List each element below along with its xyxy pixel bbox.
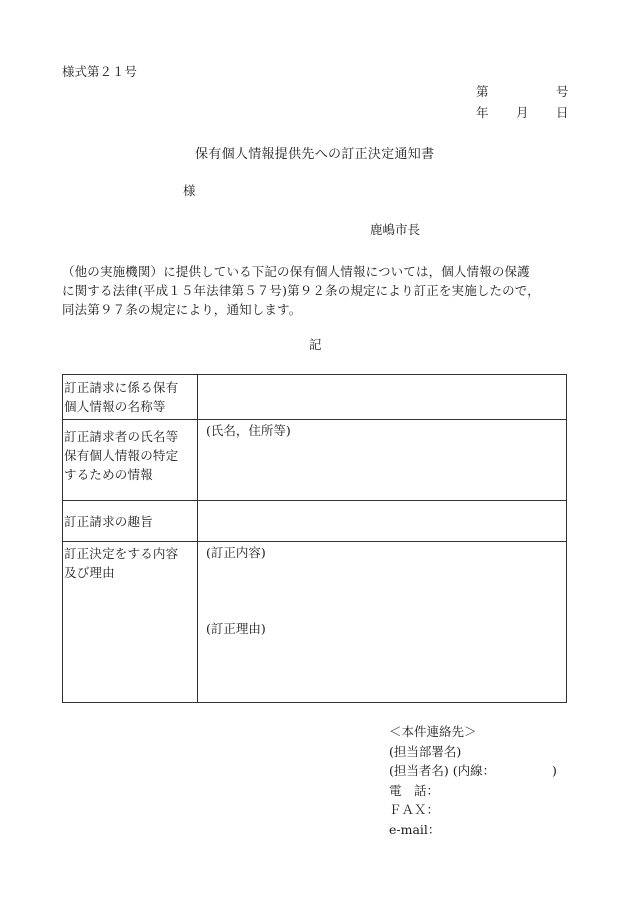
document-title: 保有個人情報提供先への訂正決定通知書 <box>195 147 435 162</box>
number-suffix: 号 <box>556 84 569 99</box>
contact-person-close: ) <box>552 763 557 778</box>
date-day: 日 <box>556 105 569 120</box>
body-line: 同法第９７条の規定により，通知します。 <box>62 302 302 317</box>
body-text <box>62 262 577 319</box>
contact-block <box>389 722 569 839</box>
detail-table <box>62 374 567 703</box>
table-row <box>63 501 567 542</box>
document-number-line <box>476 86 568 100</box>
form-number: 様式第２１号 <box>62 64 138 79</box>
date-line <box>476 107 568 121</box>
contact-person-line <box>389 761 569 781</box>
contact-email: e-mail： <box>389 821 441 837</box>
table-row <box>63 375 567 420</box>
row-value-purpose <box>198 501 567 542</box>
contact-phone: 電 話： <box>389 782 440 798</box>
date-month: 月 <box>516 105 529 120</box>
contact-person: (担当者名) (内線： <box>389 763 496 778</box>
decision-content-note: (訂正内容) <box>206 545 266 560</box>
requester-note: (氏名，住所等) <box>206 423 291 438</box>
row-label-decision: 訂正決定をする内容 及び理由 <box>63 542 198 703</box>
row-value-target-info <box>198 375 567 420</box>
addressee-suffix: 様 <box>183 183 196 198</box>
row-value-requester <box>198 420 567 501</box>
contact-fax: ＦＡＸ： <box>389 802 440 817</box>
row-label-requester: 訂正請求者の氏名等 保有個人情報の特定 するための情報 <box>63 420 198 501</box>
contact-heading: ＜本件連絡先＞ <box>389 724 477 739</box>
sender-name: 鹿嶋市長 <box>370 222 421 237</box>
date-year: 年 <box>476 105 489 120</box>
ki-heading: 記 <box>309 337 322 352</box>
body-line: （他の実施機関）に提供している下記の保有個人情報については，個人情報の保護 <box>62 264 530 279</box>
number-prefix: 第 <box>476 84 489 99</box>
table-row <box>63 420 567 501</box>
row-label-purpose: 訂正請求の趣旨 <box>63 501 198 542</box>
body-line: に関する法律(平成１５年法律第５７号)第９２条の規定により訂正を実施したので， <box>62 283 540 298</box>
table-row <box>63 542 567 703</box>
decision-reason-note: (訂正理由) <box>206 621 266 636</box>
row-value-decision <box>198 542 567 703</box>
contact-department: (担当部署名) <box>389 743 462 759</box>
row-label-target-info: 訂正請求に係る保有 個人情報の名称等 <box>63 375 198 420</box>
